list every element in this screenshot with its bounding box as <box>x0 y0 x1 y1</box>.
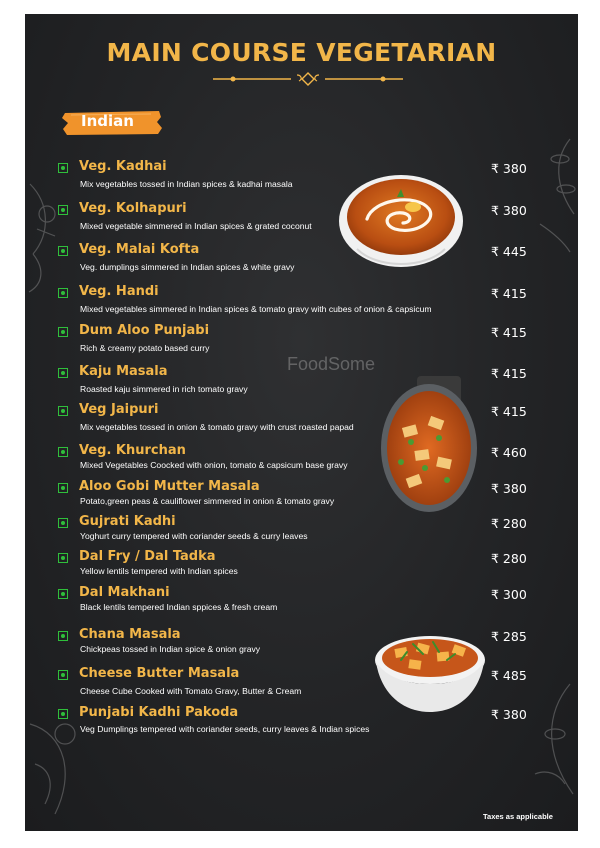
item-name: Gujrati Kadhi <box>79 514 176 529</box>
item-price: ₹ 415 <box>491 286 527 301</box>
item-description: Potato,green peas & cauliflower simmered in onion & tomato gravy <box>80 496 335 506</box>
item-price: ₹ 415 <box>491 404 527 419</box>
item-name: Punjabi Kadhi Pakoda <box>79 705 239 720</box>
veg-mark-icon <box>58 483 68 493</box>
veg-mark-icon <box>58 406 68 416</box>
item-name: Veg. Malai Kofta <box>79 242 200 257</box>
item-description: Mixed vegetables simmered in Indian spices & tomato gravy with cubes of onion & capsicum <box>80 304 432 314</box>
vegetable-doodle-icon <box>25 174 65 294</box>
item-name: Kaju Masala <box>79 364 168 379</box>
item-price: ₹ 485 <box>491 668 527 683</box>
item-name: Veg. Kadhai <box>79 159 167 174</box>
menu-board <box>25 14 578 831</box>
item-name: Veg Jaipuri <box>79 402 159 417</box>
item-price: ₹ 300 <box>491 587 527 602</box>
cheese-masala-bowl-image <box>373 632 487 714</box>
item-name: Chana Masala <box>79 627 181 642</box>
item-description: Roasted kaju simmered in rich tomato gravy <box>80 384 248 394</box>
leaf-doodle-icon <box>525 674 578 804</box>
item-description: Veg Dumplings tempered with coriander seeds, curry leaves & Indian spices <box>80 724 370 734</box>
item-price: ₹ 445 <box>491 244 527 259</box>
veg-mark-icon <box>58 709 68 719</box>
item-description: Black lentils tempered Indian sppices & fresh cream <box>80 602 278 612</box>
item-price: ₹ 415 <box>491 325 527 340</box>
page-title: MAIN COURSE VEGETARIAN <box>106 38 497 67</box>
item-description: Mixed vegetable simmered in Indian spices & grated coconut <box>80 221 312 231</box>
item-name: Aloo Gobi Mutter Masala <box>79 479 260 494</box>
item-name: Dum Aloo Punjabi <box>79 323 210 338</box>
veg-mark-icon <box>58 327 68 337</box>
item-description: Veg. dumplings simmered in Indian spices & white gravy <box>80 262 295 272</box>
item-price: ₹ 380 <box>491 481 527 496</box>
item-description: Mix vegetables tossed in Indian spices & kadhai masala <box>80 179 293 189</box>
veg-mark-icon <box>58 518 68 528</box>
item-description: Chickpeas tossed in Indian spice & onion gravy <box>80 644 261 654</box>
pepper-doodle-icon <box>25 704 85 831</box>
herb-doodle-icon <box>530 134 578 254</box>
item-description: Yellow lentils tempered with Indian spices <box>80 566 238 576</box>
title-ornament-icon <box>213 72 403 86</box>
item-price: ₹ 380 <box>491 161 527 176</box>
section-title: Indian <box>81 112 134 130</box>
item-description: Yoghurt curry tempered with coriander seeds & curry leaves <box>80 531 308 541</box>
veg-mark-icon <box>58 631 68 641</box>
section-tag-indian <box>61 109 163 136</box>
item-price: ₹ 415 <box>491 366 527 381</box>
item-name: Cheese Butter Masala <box>79 666 240 681</box>
watermark: FoodSome <box>287 354 376 374</box>
item-description: Cheese Cube Cooked with Tomato Gravy, Butter & Cream <box>80 686 302 696</box>
item-description: Mix vegetables tossed in onion & tomato gravy with crust roasted papad <box>80 422 354 432</box>
item-description: Rich & creamy potato based curry <box>80 343 210 353</box>
veg-mark-icon <box>58 368 68 378</box>
veg-mark-icon <box>58 246 68 256</box>
curry-bowl-image <box>337 169 465 277</box>
paneer-curry-image <box>377 376 477 516</box>
item-description: Mixed Vegetables Coocked with onion, tomato & capsicum base gravy <box>80 460 348 470</box>
veg-mark-icon <box>58 205 68 215</box>
item-price: ₹ 380 <box>491 707 527 722</box>
item-price: ₹ 285 <box>491 629 527 644</box>
item-name: Dal Fry / Dal Tadka <box>79 549 216 564</box>
veg-mark-icon <box>58 589 68 599</box>
taxes-note: Taxes as applicable <box>483 812 553 821</box>
item-price: ₹ 380 <box>491 203 527 218</box>
item-price: ₹ 460 <box>491 445 527 460</box>
veg-mark-icon <box>58 163 68 173</box>
veg-mark-icon <box>58 447 68 457</box>
veg-mark-icon <box>58 288 68 298</box>
item-name: Veg. Handi <box>79 284 159 299</box>
item-name: Veg. Kolhapuri <box>79 201 187 216</box>
item-price: ₹ 280 <box>491 516 527 531</box>
item-name: Dal Makhani <box>79 585 170 600</box>
item-price: ₹ 280 <box>491 551 527 566</box>
item-name: Veg. Khurchan <box>79 443 186 458</box>
veg-mark-icon <box>58 670 68 680</box>
veg-mark-icon <box>58 553 68 563</box>
